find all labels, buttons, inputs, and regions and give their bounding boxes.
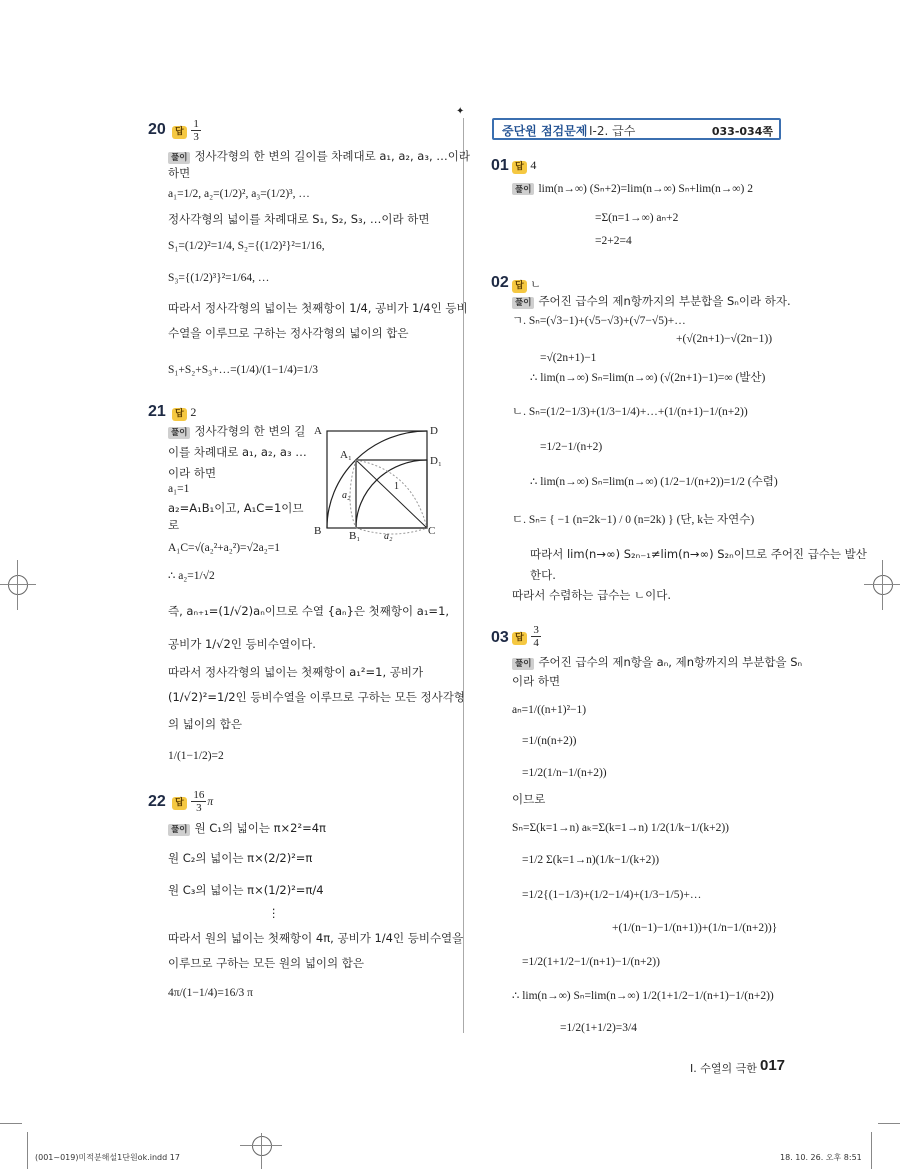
math-line: =2+2=4 — [595, 235, 632, 247]
section-title: 중단원 점검문제 — [502, 124, 588, 138]
solution-text: 의 넓이의 합은 — [168, 717, 242, 731]
crop-mark — [878, 1123, 900, 1124]
side-label: 1 — [394, 481, 399, 492]
problem-number: 22 — [148, 793, 166, 810]
answer-badge: 답 — [512, 280, 527, 293]
solution-text: 따라서 lim(n→∞) S₂ₙ₋₁≠lim(n→∞) S₂ₙ이므로 주어진 급수는 발산 — [530, 547, 867, 561]
solution-text: 주어진 급수의 제n항을 aₙ, 제n항까지의 부분합을 Sₙ — [538, 655, 803, 669]
solution-badge: 풀이 — [168, 427, 190, 439]
solution-text: 한다. — [530, 568, 556, 582]
crop-mark — [17, 560, 18, 610]
answer-value: $\frac{16}{3}$ — [193, 789, 205, 814]
section-subtitle: Ⅰ-2. 급수 — [589, 124, 636, 138]
answer-value: $\frac{1}{3}$ — [193, 118, 199, 143]
solution-text: 따라서 수렴하는 급수는 ㄴ이다. — [512, 588, 672, 602]
math-line: ∴ lim(n→∞) Sₙ=lim(n→∞) (√(2n+1)−1)=∞ (발산) — [530, 372, 766, 384]
print-file-name: (001~019)미적분해설1단원ok.indd 17 — [35, 1153, 180, 1162]
solution-badge: 풀이 — [168, 824, 190, 836]
side-label: a₂ — [384, 531, 393, 542]
solution-text: 이라 하면 — [168, 466, 217, 480]
answer-badge: 답 — [172, 797, 187, 810]
crop-mark — [882, 560, 883, 610]
solution-text: 정사각형의 한 변의 길 — [194, 424, 306, 438]
solution-text: 주어진 급수의 제n항까지의 부분합을 Sₙ이라 하자. — [538, 294, 791, 308]
solution-text: a₂=A₁B₁이고, A₁C=1이므 — [168, 501, 304, 515]
answer-value: 4 — [530, 158, 537, 172]
solution-badge: 풀이 — [512, 297, 534, 309]
ellipsis: ⋮ — [268, 906, 280, 920]
math-line: aₙ=1/((n+1)²−1) — [512, 704, 587, 716]
registration-mark-icon — [873, 575, 893, 595]
math-line: ㄷ. Sₙ= { −1 (n=2k−1) / 0 (n=2k) } (단, k는 자연수) — [512, 514, 755, 526]
column-divider — [463, 118, 464, 1033]
answer-value: $\frac{3}{4}$ — [533, 624, 539, 649]
crop-mark — [261, 1133, 262, 1169]
crop-mark — [27, 1132, 28, 1169]
crop-mark — [864, 584, 900, 585]
solution-text: 원 C₃의 넓이는 π×(1/2)²=π/4 — [168, 883, 324, 897]
math-line: =1/2 Σ(k=1→n)(1/k−1/(k+2)) — [522, 854, 660, 866]
square-diagram — [312, 420, 442, 545]
solution-text: 정사각형의 한 변의 길이를 차례대로 a₁, a₂, a₃, …이라 — [194, 149, 470, 163]
math-line: 4π/(1−1/4)=16/3 π — [168, 987, 253, 999]
registration-mark-icon — [8, 575, 28, 595]
crop-mark — [0, 1123, 22, 1124]
math-line: ∴ lim(n→∞) Sₙ=lim(n→∞) 1/2(1+1/2−1/(n+1)−1/(n+2)) — [512, 990, 774, 1002]
math-line: S₃={(1/2)³}²=1/64, … — [168, 272, 270, 284]
math-line: lim(n→∞) (Sₙ+2)=lim(n→∞) Sₙ+lim(n→∞) 2 — [538, 183, 753, 195]
math-line: S₁+S₂+S₃+…=(1/4)/(1−1/4)=1/3 — [168, 364, 318, 376]
answer-badge: 답 — [512, 632, 527, 645]
solution-text: 로 — [168, 518, 180, 532]
point-label: D₁ — [430, 455, 442, 467]
math-line: S₁=(1/2)²=1/4, S₂={(1/2)²}²=1/16, — [168, 240, 325, 252]
problem-number: 03 — [491, 629, 509, 646]
answer-value: 2 — [190, 405, 197, 419]
solution-text: 이를 차례대로 a₁, a₂, a₃ … — [168, 445, 307, 459]
solution-text: (1/√2)²=1/2인 등비수열을 이루므로 구하는 모든 정사각형 — [168, 690, 465, 704]
math-line: A₁C=√(a₂²+a₂²)=√2a₂=1 — [168, 542, 280, 554]
solution-badge: 풀이 — [168, 152, 190, 164]
math-line: a₁=1 — [168, 483, 190, 495]
side-label: a₂ — [342, 490, 351, 501]
point-label: B₁ — [349, 530, 361, 542]
answer-badge: 답 — [172, 408, 187, 421]
point-label: A₁ — [340, 449, 352, 461]
ornament-icon: ✦ — [456, 106, 465, 117]
math-line: =1/2(1/n−1/(n+2)) — [522, 767, 607, 779]
solution-badge: 풀이 — [512, 183, 534, 195]
math-line: =1/2−1/(n+2) — [540, 441, 603, 453]
solution-text: 수열을 이루므로 구하는 정사각형의 넓이의 합은 — [168, 326, 409, 340]
answer-badge: 답 — [512, 161, 527, 174]
problem-number: 21 — [148, 403, 166, 420]
answer-value: ㄴ — [530, 278, 541, 291]
solution-text: 하면 — [168, 166, 191, 180]
crop-mark — [871, 1132, 872, 1169]
solution-text: 이므로 — [512, 792, 546, 806]
problem-number: 20 — [148, 121, 166, 138]
math-line: =1/2(1+1/2)=3/4 — [560, 1022, 637, 1034]
answer-badge: 답 — [172, 126, 187, 139]
math-line: 1/(1−1/2)=2 — [168, 750, 224, 762]
point-label: B — [314, 525, 322, 537]
solution-text: 이라 하면 — [512, 674, 561, 688]
math-line: ∴ lim(n→∞) Sₙ=lim(n→∞) (1/2−1/(n+2))=1/2 (수렴) — [530, 476, 778, 488]
math-line: ㄴ. Sₙ=(1/2−1/3)+(1/3−1/4)+…+(1/(n+1)−1/(n+2)) — [512, 406, 748, 418]
math-line: ㄱ. Sₙ=(√3−1)+(√5−√3)+(√7−√5)+… — [512, 315, 686, 327]
solution-text: 이루므로 구하는 모든 원의 넓이의 합은 — [168, 956, 365, 970]
solution-badge: 풀이 — [512, 658, 534, 670]
point-label: D — [430, 425, 438, 437]
problem-number: 01 — [491, 157, 509, 174]
math-line: =1/2(1+1/2−1/(n+1)−1/(n+2)) — [522, 956, 660, 968]
print-timestamp: 18. 10. 26. 오후 8:51 — [780, 1153, 862, 1162]
math-line: =1/2{(1−1/3)+(1/2−1/4)+(1/3−1/5)+… — [522, 889, 702, 901]
page-range: 033-034쪽 — [711, 125, 773, 138]
solution-text: 따라서 원의 넓이는 첫째항이 4π, 공비가 1/4인 등비수열을 — [168, 931, 464, 945]
crop-mark — [0, 584, 36, 585]
solution-text: 따라서 정사각형의 넓이는 첫째항이 1/4, 공비가 1/4인 등비 — [168, 301, 468, 315]
problem-number: 02 — [491, 274, 509, 291]
math-line: a₁=1/2, a₂=(1/2)², a₃=(1/2)³, … — [168, 188, 310, 200]
section-header — [492, 118, 781, 140]
solution-text: 따라서 정사각형의 넓이는 첫째항이 a₁²=1, 공비가 — [168, 665, 424, 679]
point-label: A — [314, 425, 322, 437]
math-line: +(1/(n−1)−1/(n+1))+(1/n−1/(n+2))} — [612, 922, 778, 934]
solution-text: 공비가 1/√2인 등비수열이다. — [168, 637, 316, 651]
solution-text: 즉, aₙ₊₁=(1/√2)aₙ이므로 수열 {aₙ}은 첫째항이 a₁=1, — [168, 604, 450, 618]
point-label: C — [428, 525, 436, 537]
solution-text: 원 C₂의 넓이는 π×(2/2)²=π — [168, 851, 313, 865]
solution-text: 정사각형의 넓이를 차례대로 S₁, S₂, S₃, …이라 하면 — [168, 212, 430, 226]
solution-text: 원 C₁의 넓이는 π×2²=4π — [194, 821, 326, 835]
math-line: +(√(2n+1)−√(2n−1)) — [676, 333, 773, 345]
chapter-label: Ⅰ. 수열의 극한 — [690, 1062, 757, 1075]
math-line: =1/(n(n+2)) — [522, 735, 577, 747]
math-line: =Σ(n=1→∞) aₙ+2 — [595, 212, 679, 224]
registration-mark-icon — [252, 1136, 272, 1156]
math-line: ∴ a₂=1/√2 — [168, 570, 215, 582]
page-number: 017 — [760, 1057, 786, 1074]
math-line: =√(2n+1)−1 — [540, 352, 597, 364]
math-line: Sₙ=Σ(k=1→n) aₖ=Σ(k=1→n) 1/2(1/k−1/(k+2)) — [512, 822, 730, 834]
